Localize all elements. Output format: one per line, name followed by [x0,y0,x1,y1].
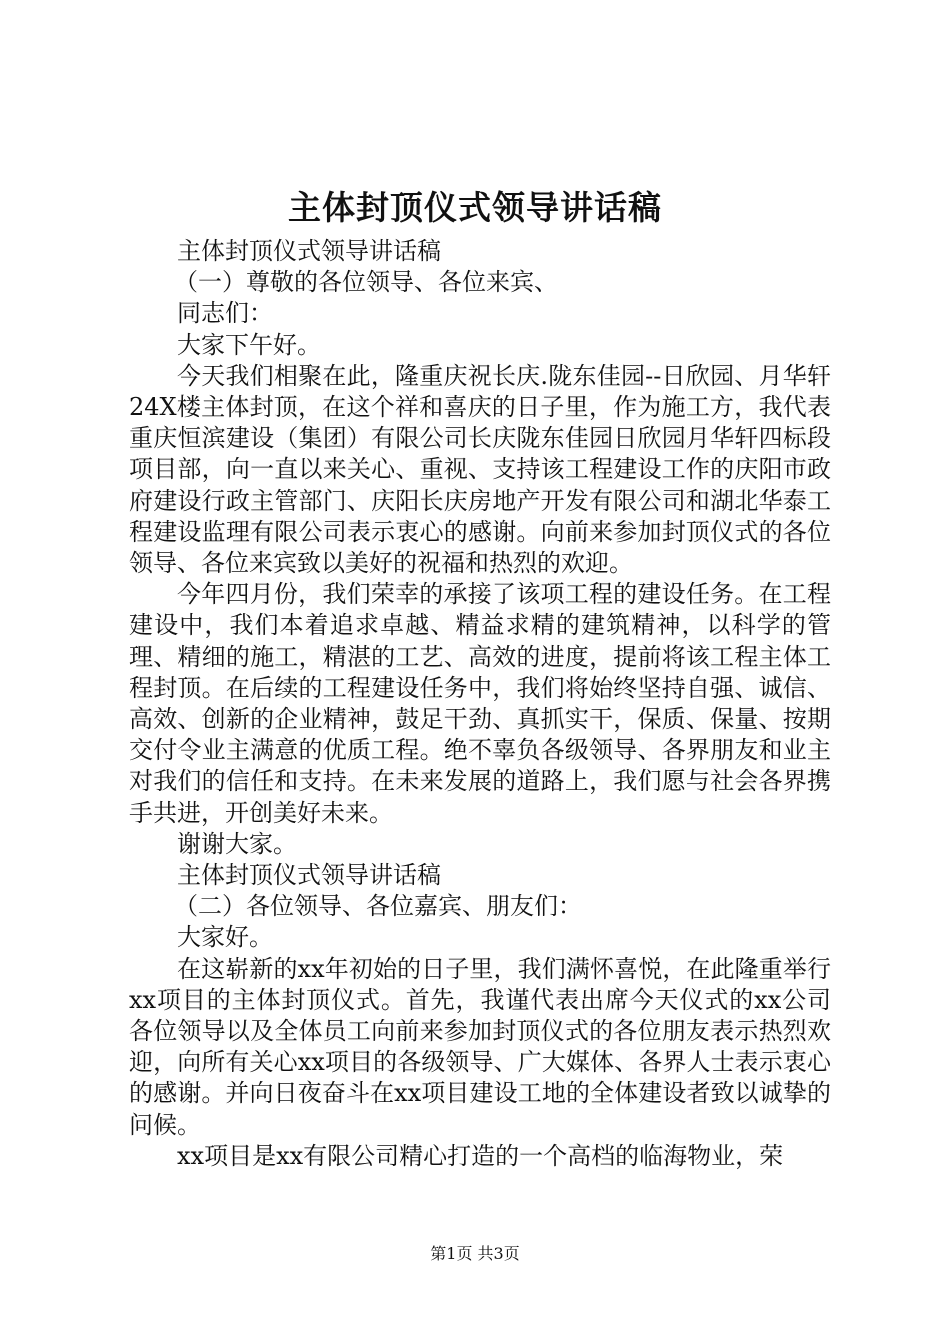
paragraph: 大家好。 [177,923,273,952]
document-body [129,236,831,1172]
paragraph: 今年四月份，我们荣幸的承接了该项工程的建设任务。在工程建设中，我们本着追求卓越、精益求精的建筑精神，以科学的管理、精细的施工，精湛的工艺、高效的进度，提前将该工程主体工程封顶。在后续的工程建设任务中，我们将始终坚持自强、诚信、高效、创新的企业精神，鼓足干劲、真抓实干，保质、保量、按期交付令业主满意的优质工程。绝不辜负各级领导、各界朋友和业主对我们的信任和支持。在未来发展的道路上，我们愿与社会各界携手共进，开创美好未来。 [129,580,831,827]
paragraph: 主体封顶仪式领导讲话稿 [177,861,441,890]
paragraph: （一）尊敬的各位领导、各位来宾、 [174,268,558,297]
paragraph: xx项目是xx有限公司精心打造的一个高档的临海物业，荣 [177,1141,784,1170]
document-title: 主体封顶仪式领导讲话稿 [288,188,662,227]
paragraph: （二）各位领导、各位嘉宾、朋友们： [174,892,582,921]
paragraph: 谢谢大家。 [177,829,297,858]
paragraph: 同志们： [177,299,273,328]
paragraph: 大家下午好。 [177,330,321,359]
page-number: 第1页 共3页 [430,1244,520,1263]
paragraph: 今天我们相聚在此，隆重庆祝长庆.陇东佳园--日欣园、月华轩24X楼主体封顶，在这个祥和喜庆的日子里，作为施工方，我代表重庆恒滨建设（集团）有限公司长庆陇东佳园日欣园月华轩四标段项目部，向一直以来关心、重视、支持该工程建设工作的庆阳市政府建设行政主管部门、庆阳长庆房地产开发有限公司和湖北华泰工程建设监理有限公司表示衷心的感谢。向前来参加封顶仪式的各位领导、各位来宾致以美好的祝福和热烈的欢迎。 [129,361,831,578]
paragraph: 主体封顶仪式领导讲话稿 [177,237,441,265]
paragraph: 在这崭新的xx年初始的日子里，我们满怀喜悦，在此隆重举行xx项目的主体封顶仪式。首先，我谨代表出席今天仪式的xx公司各位领导以及全体员工向前来参加封顶仪式的各位朋友表示热烈欢迎，向所有关心xx项目的各级领导、广大媒体、各界人士表示衷心的感谢。并向日夜奋斗在xx项目建设工地的全体建设者致以诚挚的问候。 [129,954,831,1139]
